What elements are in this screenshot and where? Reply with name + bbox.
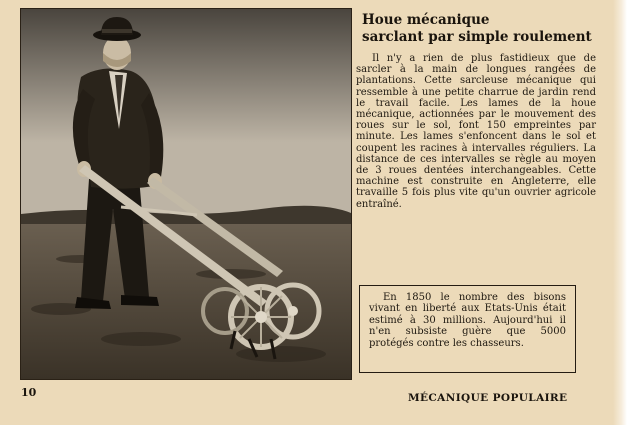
title-line-1: Houe mécanique [362,12,490,28]
magazine-name: MÉCANIQUE POPULAIRE [408,392,568,404]
page-edge [613,0,627,425]
article-body: Il n'y a rien de plus fastidieux que de sarcler à la main de longues rangées de plantations. Cette sarcleuse mécanique qui ressemble à une petite charrue de jardin rend le travail facile. Les lames de la houe mécanique, actionnées par le mouvement des roues sur le sol, font 150 empreintes par minute. Les lames s'enfoncent dans le sol et coupent les racines à intervalles réguliers. La distance de ces intervalles se règle au moyen de 3 roues dentées interchangeables. Cette machine est construite en Angleterre, elle travaille 5 fois plus vite qu'un ouvrier agricole entraîné. [356,53,596,210]
bison-note-text: En 1850 le nombre des bisons vivant en liberté aux Etats-Unis était estimé à 30 millions. Aujourd'hui il n'en subsiste guère que 5000 protégés contre les chasseurs. [369,292,566,349]
bison-note-box [359,285,576,373]
page-number: 10 [21,386,37,399]
article-title [362,12,602,46]
photo-man-with-hoe [20,8,352,380]
title-line-2: sarclant par simple roulement [362,29,592,45]
